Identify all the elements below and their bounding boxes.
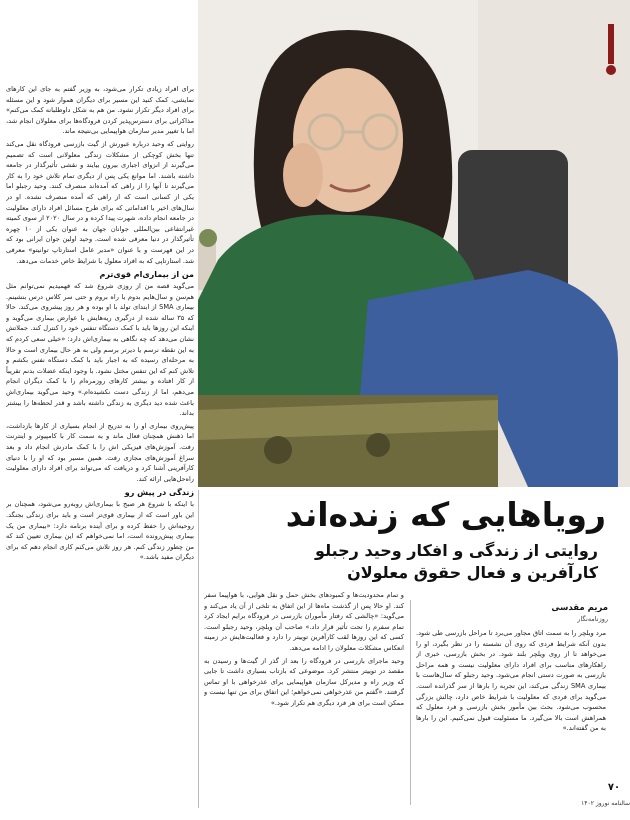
paragraph: با اینکه با شروع هر صبح با بیماری‌اش روبه‌رو می‌شود، همچنان بر این باور است که از بیماری قوی‌تر است و باید برای زندگی بجنگد. روحیه‌اش را حفظ کرده و برای آینده برنامه دارد: «بیماری من یک بیماری پیش‌رونده است، اما نمی‌خواهم که این بیماری تعیین کند که من چطور زندگی کنم. هر روز تلاش می‌کنم کاری انجام دهم که برای دیگران مفید باشد.» [6,500,194,562]
page-number: ۷۰ [607,782,621,793]
paragraph: پیش‌روی بیماری او را به تدریج از انجام بسیاری از کارها بازداشت، اما ذهنش همچنان فعال ماند و به سمت کار با کامپیوتر و اینترنت رفت. آموزش‌های فیزیکی اش را با کمک مادرش انجام داد و بعد سراغ آموزش‌های مجازی رفت. همین مسیر بود که او را با دنیای کارآفرینی آشنا کرد و دریافت که می‌تواند برای افراد دارای معلولیت راه‌حل‌هایی ارائه کند. [6,421,194,483]
subheadline-line-1: روایتی از زندگی و افکار وحید رجبلو [315,541,598,560]
author-role: روزنامه‌نگار [577,615,608,623]
section-heading: زندگی در پیش رو [124,488,194,498]
logo-mark-icon [596,20,626,80]
article-column-middle [204,590,404,810]
paragraph: روایتی که وحید درباره عبورش از گیت بازرسی فرودگاه نقل می‌کند تنها بخش کوچکی از مشکلات زندگی معلولانی است که تصمیم می‌گیرند از انزوای اجباری بیرون بیایند و نقشی تأثیرگذار در جامعه داشته باشند. اما موانع یکی پس از دیگری تمام تلاش خود را به کار می‌گیرند تا آنها را از راهی که آمده‌اند منصرف کنند. وحید رجبلو اما یکی از کسانی است که از راهی که آمده منصرف نشده. او در سال‌های اخیر با اقداماتی که برای طرح مسائل افراد دارای معلولیت در جامعه انجام داده، شهرت پیدا کرده و در سال ۲۰۲۰ از سوی کمیته غیرانتفاعی بین‌المللی جوانان جهان به عنوان یکی از ۱۰ چهره تأثیرگذار در دنیا معرفی شده است. وحید اولین جوان ایرانی بود که در این فهرست و با عنوان «مدیر عامل استارتاپ توانیتو» معرفی شد. استارتاپی که به افراد معلول با شرایط خاص خدمات می‌دهد. [6,139,194,265]
column-divider [410,600,411,805]
portrait-illustration [198,0,630,487]
section-heading: من از بیماری‌ام قوی‌ترم [99,270,194,280]
subheadline-line-2: کارآفرین و فعال حقوق معلولان [347,563,598,582]
magazine-logo [596,20,626,80]
article-subheadline [268,540,598,584]
column-divider [198,490,199,808]
paragraph: می‌گوید قصه من از روزی شروع شد که فهمیدیم نمی‌توانم مثل هم‌سن و سال‌هایم بدوم یا راه بروم و حتی سر کلاس درس بنشینم. بیماری SMA از ابتدای تولد با او بوده و هر روز پیشروی می‌کند. حالا که ۳۵ ساله شده از درگیری ریه‌هایش با عوارض بیماری می‌گوید و اینکه این روزها باید با کمک دستگاه تنفس خود را کنترل کند. جملاتش نشان می‌دهد که چه نگاهی به بیماری‌اش دارد: «خیلی سعی کردم که به این نقطه نرسم یا دیرتر برسم ولی به هر حال بیماری است و حالا به مرحله‌ای رسیده که به اجبار باید با کمک دستگاه نفس بکشم و تلاش کنم که این تنفس مختل نشود. با وجود اینکه عضلات بدنم تقریباً از کار افتاده و بیشتر کارهای روزمره‌ام را با کمک دیگران انجام می‌دهم، اما از زندگی دست نکشیده‌ام.» وحید می‌گوید بیماری‌اش باعث شده دید دیگری به زندگی داشته باشد و قدر لحظه‌ها را بیشتر بداند. [6,282,194,418]
paragraph: مرد ویلچر را به سمت اتاق مجاور می‌برد تا مراحل بازرسی طی شود. بدون آنکه شرایط فردی که روی آن نشسته را در نظر بگیرد، او را می‌خواهد تا از روی ویلچر بلند شود. در بخش بازرسی، خبری از راهکارهای مناسب برای افراد دارای معلولیت نیست و همه مراحل بازرسی به صورت دستی انجام می‌شود. وحید رجبلو که سال‌هاست با بیماری SMA زندگی می‌کند، این تجربه را بارها از سر گذرانده است. می‌گوید برای فردی که معلولیت با شرایط خاص دارد، چالش بزرگی محسوب می‌شود. بحث بین مأمور بخش بازرسی و فرد معلول که همراهش است بالا می‌گیرد. ما مسئولیت قبول نمی‌کنیم. این را بارها به من گفته‌اند.» [416,629,606,733]
issue-label: سالنامه نوروز ۱۴۰۲ [581,800,630,807]
portrait-photo [198,0,630,487]
paragraph: و تمام محدودیت‌ها و کمبودهای بخش حمل و نقل هوایی، با هواپیما سفر کند. او حالا پس از گذشت ماه‌ها از این اتفاق به تلخی از آن یاد می‌کند و می‌گوید: «چالشی که رفتار مأموران بازرسی در فرودگاه برایم ایجاد کرد تمام سفرم را تحت تأثیر قرار داد.» صاحب آن ویلچر، وحید رجبلو است. کسی که این روزها لقب کارآفرین توییتر را دارد و فعالیت‌هایش در زمینه انعکاس مشکلات معلولان را ادامه می‌دهد. [204,591,404,652]
paragraph: وحید ماجرای بازرسی در فرودگاه را بعد از گذر از گیت‌ها و رسیدن به مقصد در توییتر منتشر کرد. موضوعی که بازتاب بسیاری داشت تا جایی که وزیر راه و مدیرکل سازمان هواپیمایی برای عذرخواهی با او تماس گرفتند. «گفتم من عذرخواهی نمی‌خواهم؛ این اتفاق برای من تنها نیست و ممکن است برای هر فرد دیگری هم تکرار شود.» [204,656,404,707]
column-text-left [6,84,194,806]
paragraph: برای افراد زیادی تکرار می‌شود، به وزیر گفتم به جای این کارهای نمایشی، کمک کنید این مسیر برای دیگران هموار شود و این مسئله برای افراد دیگر تکرار نشود. من هم به شکل داوطلبانه کمک می‌کنم» مذاکراتی برای دسترس‌پذیر کردن فرودگاه‌ها برای معلولان انجام شد، اما با تغییر مدیر سازمان هواپیمایی بی‌نتیجه ماند. [6,85,194,136]
article-column-right [416,628,606,808]
author-block [500,602,608,624]
author-name: مریم مقدسی [551,603,608,613]
article-headline: رویاهایی که زنده‌اند [285,495,606,534]
